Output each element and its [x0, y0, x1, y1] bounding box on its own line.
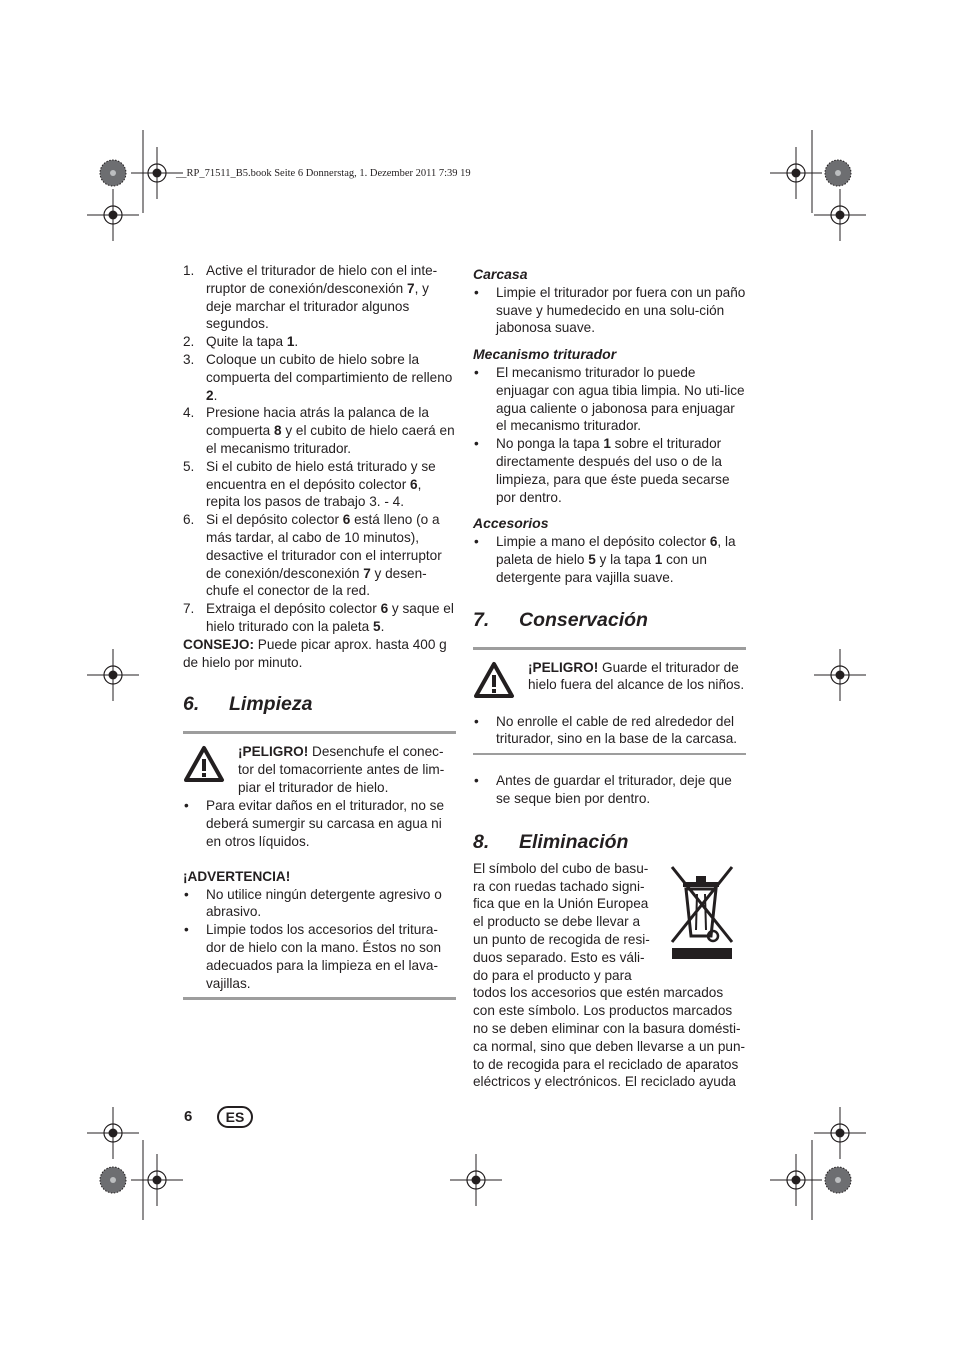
step-text: Si el cubito de hielo está triturado y se encuentra en el depósito colector 6, repita los pasos de trabajo 3. - 4.: [206, 458, 436, 510]
left-column: [183, 262, 456, 1000]
divider: [473, 647, 746, 650]
step-text: Extraiga el depósito colector 6 y saque el hielo triturado con la paleta 5.: [206, 601, 454, 634]
step-number: 3.: [183, 351, 195, 367]
section-heading-limpieza: [183, 692, 456, 716]
step-text: Presione hacia atrás la palanca de la compuerta 8 y el cubito de hielo caerá en el mecanismo triturador.: [206, 405, 455, 456]
disposal-text-wide: todos los accesorios que estén marcados con este símbolo. Los productos marcados no se deben eliminar con la basura domésti-ca normal, sino que deben llevarse a un pun-to de recogida para el reciclado de aparatos eléctricos y electrónicos. El reciclado ayuda: [473, 985, 746, 1090]
step-item: [183, 262, 456, 333]
step-item: [183, 600, 456, 636]
danger-text: Guarde el triturador de hielo fuera del alcance de los niños.: [528, 659, 745, 693]
warning-triangle-icon: [473, 661, 515, 699]
subheading-mecanismo: Mecanismo triturador: [473, 346, 617, 363]
subheading-carcasa: Carcasa: [473, 266, 528, 282]
divider: [183, 731, 456, 734]
step-number: 1.: [183, 263, 195, 278]
step-item: [183, 351, 456, 404]
section-number: 7.: [473, 608, 490, 631]
tip-text: Puede picar aprox. hasta 400 g de hielo por minuto.: [183, 636, 447, 670]
step-item: [183, 333, 456, 351]
section-heading-eliminacion: [473, 830, 746, 854]
page-number: 6: [184, 1108, 193, 1125]
section-number: 8.: [473, 830, 490, 853]
bullet-text: Limpie a mano el depósito colector 6, la paleta de hielo 5 y la tapa 1 con un detergente para vajilla suave.: [496, 534, 736, 585]
danger-label: ¡PELIGRO!: [528, 659, 599, 675]
book-header: __RP_71511_B5.book Seite 6 Donnerstag, 1. Dezember 2011 7:39 19: [176, 168, 471, 179]
step-item: [183, 404, 456, 457]
step-number: 7.: [183, 601, 195, 617]
step-text: Si el depósito colector 6 está lleno (o a más tardar, al cabo de 10 minutos), desactive el triturador con el interruptor de conexión/desconexión 7 y desen-chufe el conector de la red.: [206, 512, 442, 599]
tip-label: CONSEJO:: [183, 636, 255, 652]
bullet-text: No ponga la tapa 1 sobre el triturador directamente después del uso o de la limpieza, para que éste pueda secarse por dentro.: [496, 436, 730, 505]
step-number: 6.: [183, 512, 195, 528]
section-title: Limpieza: [229, 693, 313, 716]
bullet-text: Para evitar daños en el triturador, no se deberá sumergir su carcasa en agua ni en otros líquidos.: [206, 798, 445, 849]
list-item: • No ponga la tapa 1 sobre el triturador directamente después del uso o de la limpieza, para que éste pueda secarse por dentro.: [474, 436, 730, 505]
bullet-text: El mecanismo triturador lo puede enjuagar con agua tibia limpia. No uti-lice agua caliente o jabonosa para enjuagar el mecanismo triturador.: [496, 364, 745, 434]
list-item: • El mecanismo triturador lo puede enjuagar con agua tibia limpia. No uti-lice agua caliente o jabonosa para enjuagar el mecanismo triturador.: [474, 364, 745, 434]
step-text: Active el triturador de hielo con el inte-rruptor de conexión/desconexión 7, y deje marchar el triturador algunos segundos.: [206, 263, 438, 332]
list-item: • Limpie todos los accesorios del tritura-dor de hielo con la mano. Éstos no son adecuados para la limpieza en el lava-vajillas.: [184, 922, 442, 991]
mecanismo-list: [473, 364, 746, 506]
step-number: 2.: [183, 334, 195, 350]
crossed-bin-icon: [669, 864, 735, 962]
section-title: Eliminación: [519, 830, 629, 853]
list-item: • No enrolle el cable de red alrededor del triturador, sino en la base de la carcasa.: [474, 713, 738, 747]
danger-notice: [473, 659, 746, 713]
danger-notice: [183, 743, 456, 797]
steps-list: [183, 262, 456, 636]
subheading-accesorios: Accesorios: [473, 515, 549, 532]
accesorios-list: [473, 533, 746, 586]
danger-label: ¡PELIGRO!: [238, 744, 309, 760]
step-text: Quite la tapa 1.: [206, 334, 299, 350]
danger-text: Desenchufe el conec-tor del tomacorriente antes de lim-piar el triturador de hielo.: [238, 744, 445, 795]
section-heading-conservacion: [473, 608, 746, 632]
step-number: 5.: [183, 458, 195, 474]
section-title: Conservación: [519, 608, 648, 631]
list-item: • Limpie el triturador por fuera con un paño suave y humedecido en una solu-ción jabonosa suave.: [474, 284, 746, 336]
step-number: 4.: [183, 405, 195, 421]
disposal-text-narrow: El símbolo del cubo de basu-ra con ruedas tachado signi-fica que en la Unión Europea el producto se debe llevar a un punto de recogida de resi-duos separado. Esto es váli-do para el producto y para: [473, 860, 650, 983]
tip: [183, 636, 456, 672]
divider: [473, 753, 746, 755]
list-item: • Para evitar daños en el triturador, no se deberá sumergir su carcasa en agua ni en otros líquidos.: [184, 798, 445, 849]
language-badge: ES: [217, 1106, 253, 1128]
disposal-block: [473, 860, 746, 1091]
list-item: • Antes de guardar el triturador, deje que se seque bien por dentro.: [474, 773, 732, 806]
divider: [183, 997, 456, 1000]
warning-triangle-icon: [183, 745, 225, 783]
step-text: Coloque un cubito de hielo sobre la compuerta del compartimiento de relleno 2.: [206, 351, 453, 403]
advert-label: ¡ADVERTENCIA!: [183, 868, 291, 884]
list-item: • Limpie a mano el depósito colector 6, la paleta de hielo 5 y la tapa 1 con un detergente para vajilla suave.: [474, 534, 736, 585]
right-column: [473, 262, 746, 1091]
section-number: 6.: [183, 693, 200, 716]
step-item: [183, 458, 456, 511]
step-item: [183, 511, 456, 600]
list-item: • No utilice ningún detergente agresivo o abrasivo.: [184, 886, 442, 920]
